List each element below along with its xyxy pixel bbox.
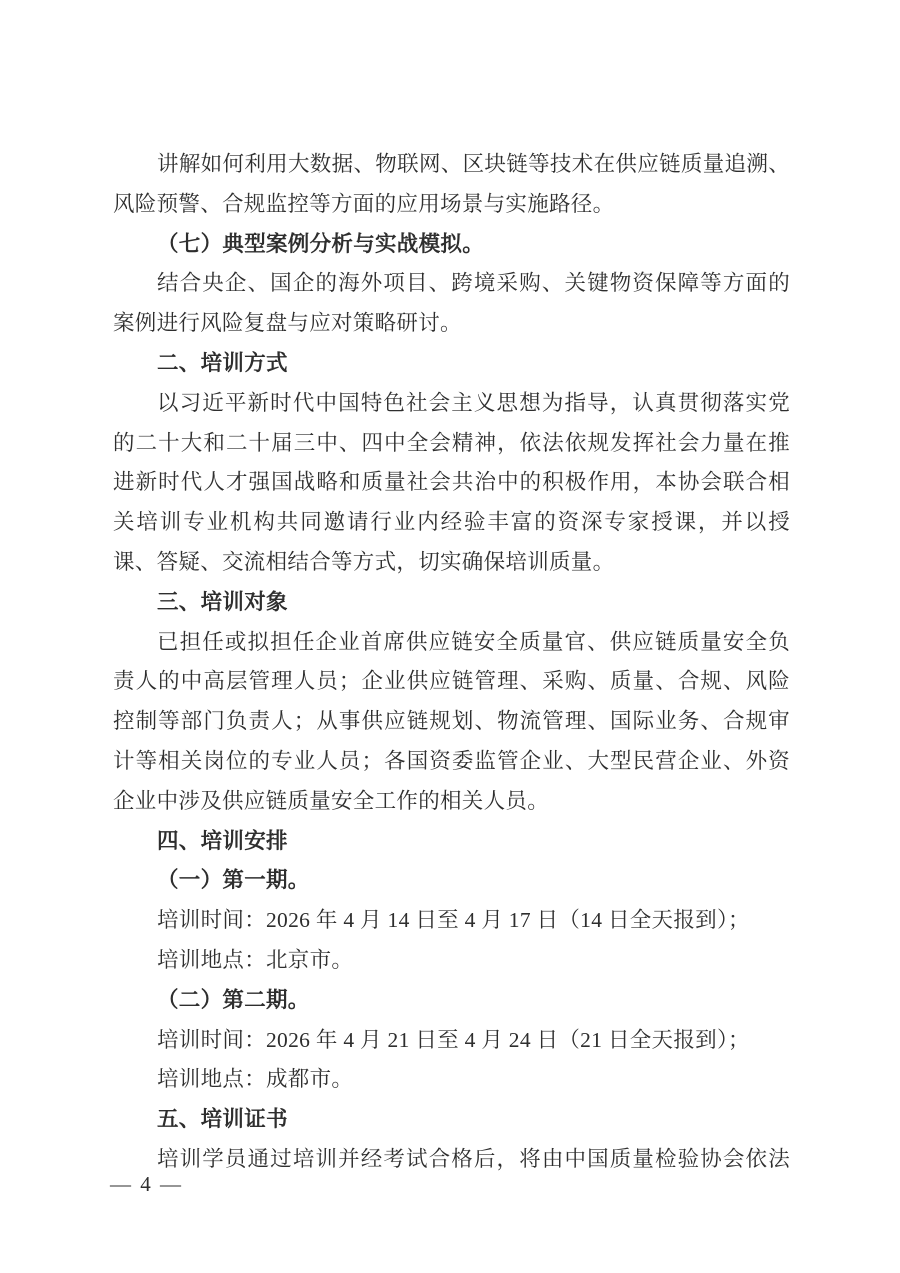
section-heading-training-schedule: 四、培训安排	[157, 828, 288, 853]
footer-page-number: — 4 —	[110, 1172, 183, 1196]
paragraph-line: 以习近平新时代中国特色社会主义思想为指导，认真贯彻落实党	[157, 390, 790, 415]
paragraph-line: 风险预警、合规监控等方面的应用场景与实施路径。	[113, 191, 615, 216]
paragraph-line: 案例进行风险复盘与应对策略研讨。	[113, 311, 462, 336]
training-time-session-one: 培训时间：2026 年 4 月 14 日至 4 月 17 日（14 日全天报到）；	[157, 908, 750, 933]
section-heading-training-method: 二、培训方式	[157, 350, 288, 375]
paragraph-line: 结合央企、国企的海外项目、跨境采购、关键物资保障等方面的	[157, 271, 790, 296]
paragraph-line: 控制等部门负责人；从事供应链规划、物流管理、国际业务、合规审	[113, 709, 790, 734]
paragraph-line: 已担任或拟担任企业首席供应链安全质量官、供应链质量安全负	[157, 629, 790, 654]
document-body	[113, 145, 790, 1180]
training-time-session-two: 培训时间：2026 年 4 月 21 日至 4 月 24 日（21 日全天报到）；	[157, 1027, 750, 1052]
training-location-session-one: 培训地点：北京市。	[157, 947, 354, 972]
sub-heading-case-analysis: （七）典型案例分析与实战模拟。	[157, 231, 485, 256]
paragraph-line: 责人的中高层管理人员；企业供应链管理、采购、质量、合规、风险	[113, 669, 790, 694]
paragraph-line: 培训学员通过培训并经考试合格后，将由中国质量检验协会依法	[157, 1146, 790, 1171]
paragraph-line: 讲解如何利用大数据、物联网、区块链等技术在供应链质量追溯、	[157, 152, 790, 176]
paragraph-line: 企业中涉及供应链质量安全工作的相关人员。	[113, 788, 550, 813]
sub-heading-session-one: （一）第一期。	[157, 868, 310, 893]
section-heading-training-audience: 三、培训对象	[157, 589, 288, 614]
paragraph-line: 计等相关岗位的专业人员；各国资委监管企业、大型民营企业、外资	[113, 748, 790, 773]
paragraph-line: 的二十大和二十届三中、四中全会精神，依法依规发挥社会力量在推	[113, 430, 790, 455]
sub-heading-session-two: （二）第二期。	[157, 987, 310, 1012]
training-location-session-two: 培训地点：成都市。	[157, 1067, 354, 1092]
paragraph-line: 关培训专业机构共同邀请行业内经验丰富的资深专家授课，并以授	[113, 510, 790, 535]
paragraph-line: 课、答疑、交流相结合等方式，切实确保培训质量。	[113, 549, 615, 574]
paragraph-line: 进新时代人才强国战略和质量社会共治中的积极作用，本协会联合相	[113, 470, 790, 495]
section-heading-training-certificate: 五、培训证书	[157, 1107, 288, 1132]
